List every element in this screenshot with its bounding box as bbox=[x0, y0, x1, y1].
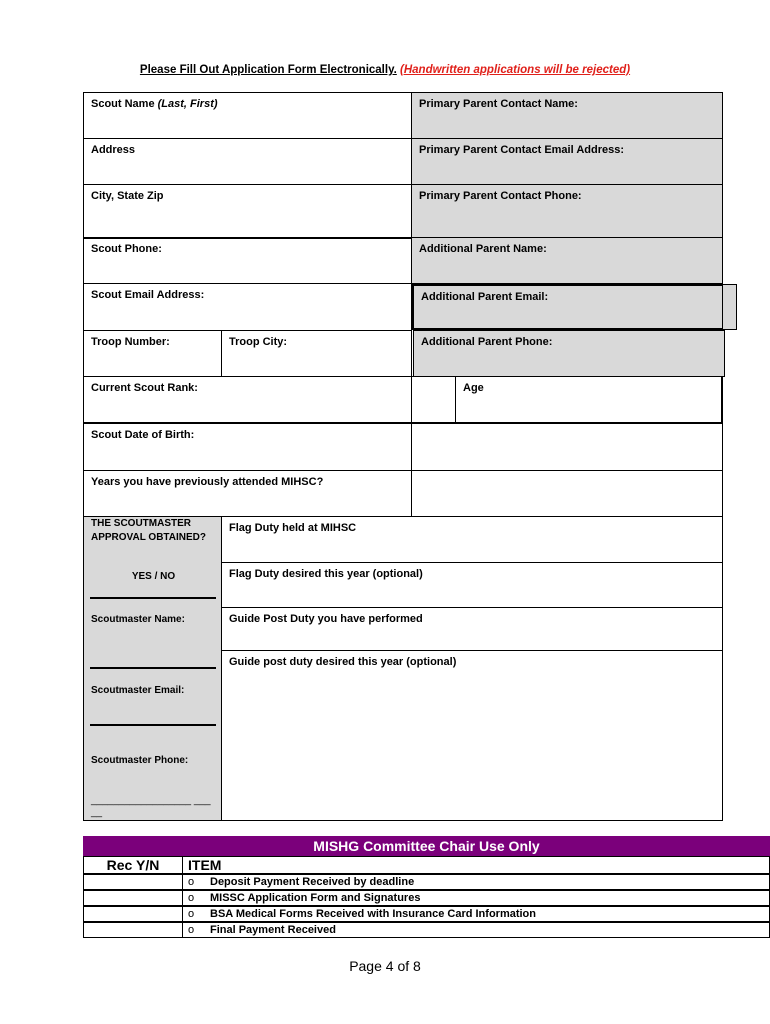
committee-row[interactable] bbox=[83, 874, 770, 890]
scout-name-label: Scout Name bbox=[91, 98, 155, 110]
scoutmaster-phone-label: Scoutmaster Phone: bbox=[91, 755, 189, 766]
troop-city-field[interactable] bbox=[221, 330, 412, 377]
bullet-icon: o bbox=[188, 876, 195, 888]
scoutmaster-approval-label: THE SCOUTMASTER APPROVAL OBTAINED? bbox=[91, 518, 207, 543]
grey-overflow bbox=[723, 284, 737, 330]
dob-value-field[interactable] bbox=[411, 423, 723, 471]
scoutmaster-email-line[interactable] bbox=[90, 724, 216, 726]
dob-label: Scout Date of Birth: bbox=[91, 429, 195, 441]
years-attended-label: Years you have previously attended MIHSC? bbox=[91, 476, 324, 488]
add-parent-name-field[interactable] bbox=[411, 237, 723, 284]
bullet-icon: o bbox=[188, 924, 195, 936]
years-attended-field[interactable] bbox=[83, 470, 412, 517]
col-item-header: ITEM bbox=[188, 857, 222, 873]
age-label: Age bbox=[463, 382, 484, 394]
committee-item: BSA Medical Forms Received with Insurance Card Information bbox=[210, 908, 536, 920]
committee-item: MISSC Application Form and Signatures bbox=[210, 892, 421, 904]
flag-duty-held-label: Flag Duty held at MIHSC bbox=[229, 522, 357, 534]
warning-text: (Handwritten applications will be rejected) bbox=[400, 64, 631, 76]
add-parent-name-label: Additional Parent Name: bbox=[419, 243, 547, 255]
years-value-field[interactable] bbox=[411, 470, 723, 517]
guide-desired-field[interactable] bbox=[221, 650, 723, 821]
scoutmaster-phone-blank[interactable]: __________________ _____ bbox=[91, 795, 211, 818]
committee-header-row bbox=[83, 856, 770, 874]
parent-email-label: Primary Parent Contact Email Address: bbox=[419, 144, 624, 156]
bullet-icon: o bbox=[188, 892, 195, 904]
parent-name-field[interactable] bbox=[411, 92, 723, 139]
scout-email-field[interactable] bbox=[83, 283, 412, 331]
parent-phone-field[interactable] bbox=[411, 184, 723, 239]
flag-duty-held-field[interactable] bbox=[221, 516, 723, 563]
dob-field[interactable] bbox=[83, 423, 412, 471]
scout-name-field[interactable] bbox=[83, 92, 412, 139]
add-parent-phone-field[interactable] bbox=[413, 330, 725, 377]
parent-email-field[interactable] bbox=[411, 138, 723, 185]
add-parent-phone-label: Additional Parent Phone: bbox=[421, 336, 553, 348]
approval-line bbox=[90, 597, 216, 599]
guide-desired-label: Guide post duty desired this year (optional) bbox=[229, 656, 457, 668]
add-parent-email-label: Additional Parent Email: bbox=[421, 291, 549, 303]
instruction-text: Please Fill Out Application Form Electronically. bbox=[139, 64, 397, 76]
scoutmaster-panel bbox=[83, 516, 222, 821]
scout-phone-field[interactable] bbox=[83, 237, 412, 284]
current-rank-field[interactable] bbox=[83, 376, 412, 424]
troop-number-field[interactable] bbox=[83, 330, 222, 377]
age-spacer bbox=[411, 376, 456, 424]
age-field[interactable] bbox=[455, 376, 723, 424]
committee-item: Final Payment Received bbox=[210, 924, 336, 936]
parent-name-label: Primary Parent Contact Name: bbox=[419, 98, 578, 110]
committee-row[interactable] bbox=[83, 922, 770, 938]
scoutmaster-email-label: Scoutmaster Email: bbox=[91, 685, 185, 696]
parent-phone-label: Primary Parent Contact Phone: bbox=[419, 190, 582, 202]
form-instructions bbox=[0, 64, 770, 76]
guide-performed-field[interactable] bbox=[221, 607, 723, 651]
flag-duty-desired-field[interactable] bbox=[221, 562, 723, 608]
committee-row[interactable] bbox=[83, 906, 770, 922]
city-state-zip-field[interactable] bbox=[83, 184, 412, 239]
scout-phone-label: Scout Phone: bbox=[91, 243, 162, 255]
page-number: Page 4 of 8 bbox=[349, 958, 421, 974]
scout-email-label: Scout Email Address: bbox=[91, 289, 205, 301]
add-parent-email-field[interactable] bbox=[412, 284, 724, 330]
committee-row[interactable] bbox=[83, 890, 770, 906]
flag-duty-desired-label: Flag Duty desired this year (optional) bbox=[229, 568, 423, 580]
guide-performed-label: Guide Post Duty you have performed bbox=[229, 613, 423, 625]
address-field[interactable] bbox=[83, 138, 412, 185]
city-state-zip-label: City, State Zip bbox=[91, 190, 164, 202]
current-rank-label: Current Scout Rank: bbox=[91, 382, 198, 394]
scoutmaster-name-label: Scoutmaster Name: bbox=[91, 614, 185, 625]
yes-no-options[interactable]: YES / NO bbox=[131, 571, 176, 582]
scout-name-hint: (Last, First) bbox=[157, 98, 218, 110]
scoutmaster-name-line[interactable] bbox=[90, 667, 216, 669]
troop-city-label: Troop City: bbox=[229, 336, 288, 348]
troop-number-label: Troop Number: bbox=[91, 336, 170, 348]
committee-title: MISHG Committee Chair Use Only bbox=[83, 836, 770, 856]
bullet-icon: o bbox=[188, 908, 195, 920]
col-rec-header: Rec Y/N bbox=[84, 857, 183, 873]
committee-item: Deposit Payment Received by deadline bbox=[210, 876, 415, 888]
address-label: Address bbox=[91, 144, 136, 156]
